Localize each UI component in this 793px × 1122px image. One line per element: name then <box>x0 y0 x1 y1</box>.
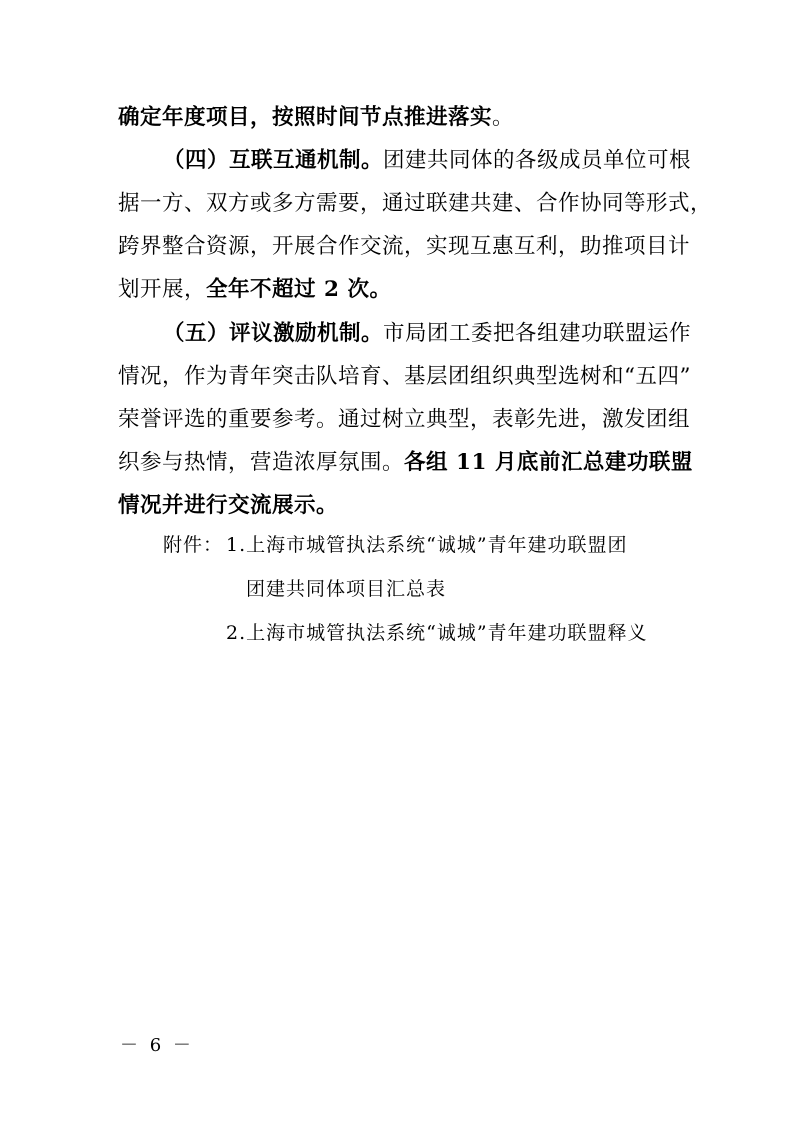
attachment-item-1-continuation: 团建共同体项目汇总表 <box>246 578 447 600</box>
attachment-label: 附件： <box>163 534 224 556</box>
paragraph-2-line-4 <box>118 276 391 304</box>
page-number: － 6 － <box>120 1035 194 1056</box>
text: 团建共同体的各级成员单位可根 <box>383 148 692 173</box>
paragraph-2-line-2: 据一方、双方或多方需要，通过联建共建、合作协同等形式， <box>118 191 713 216</box>
text: 划开展， <box>118 277 207 302</box>
bold-text: 全年不超过 2 次。 <box>206 277 392 302</box>
paragraph-1-line-1 <box>118 104 514 132</box>
text: 市局团工委把各组建功联盟运作 <box>383 321 692 346</box>
paragraph-2-line-1 <box>163 147 691 175</box>
paragraph-3-line-1 <box>163 320 691 348</box>
paragraph-3-line-5 <box>118 492 338 520</box>
attachment-item-2: 2.上海市城管执法系统“诚城”青年建功联盟释义 <box>226 622 648 644</box>
bold-text: 确定年度项目，按照时间节点推进落实 <box>118 105 493 130</box>
bold-text: 情况并进行交流展示。 <box>118 493 339 518</box>
section-heading-four: （四）互联互通机制。 <box>163 148 384 173</box>
paragraph-3-line-4 <box>118 449 693 477</box>
section-heading-five: （五）评议激励机制。 <box>163 321 384 346</box>
attachment-item-1: 1.上海市城管执法系统“诚城”青年建功联盟团 <box>226 534 628 556</box>
text: 织参与热情，营造浓厚氛围。 <box>118 450 405 475</box>
paragraph-2-line-3: 跨界整合资源，开展合作交流，实现互惠互利，助推项目计 <box>118 234 691 259</box>
bold-text: 各组 11 月底前汇总建功联盟 <box>404 450 693 475</box>
paragraph-3-line-2: 情况，作为青年突击队培育、基层团组织典型选树和“五四” <box>118 364 691 389</box>
paragraph-3-line-3: 荣誉评选的重要参考。通过树立典型，表彰先进，激发团组 <box>118 407 691 432</box>
text: 。 <box>492 105 515 130</box>
